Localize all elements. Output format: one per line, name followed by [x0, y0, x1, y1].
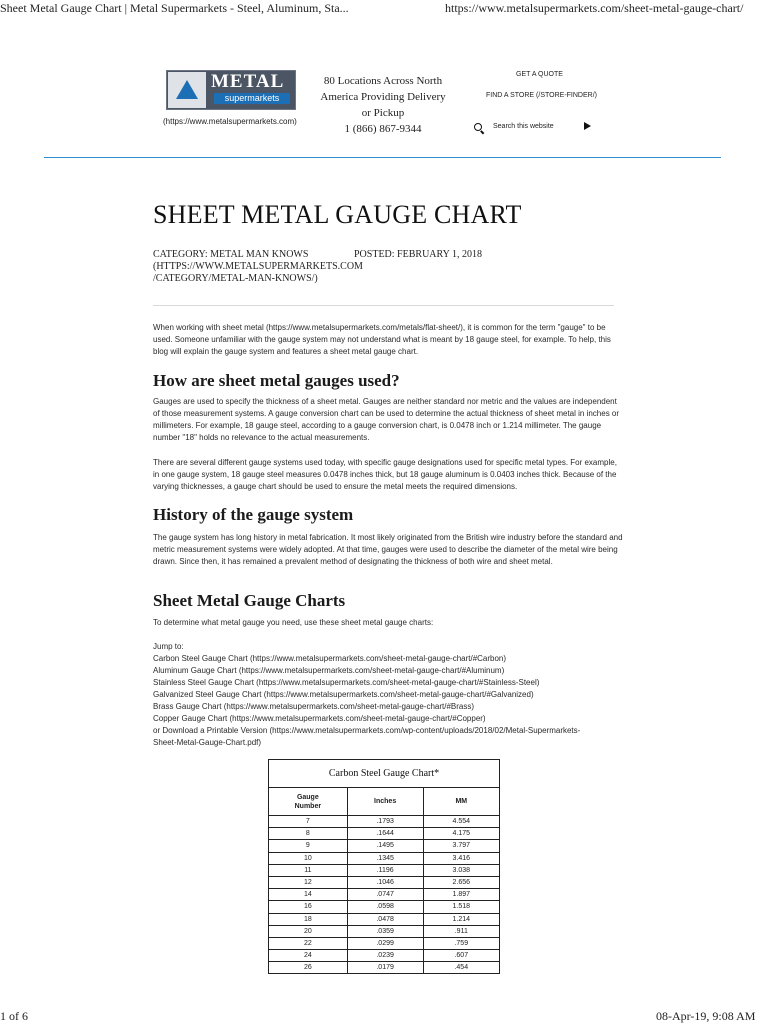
- site-logo[interactable]: [166, 70, 296, 110]
- jump-link-galvanized[interactable]: Galvanized Steel Gauge Chart (https://www.metalsupermarkets.com/sheet-metal-gauge-chart/#Galvanized): [153, 690, 534, 699]
- table-row: [269, 962, 499, 974]
- logo-wordmark: METAL: [211, 71, 285, 92]
- mm-cell: 3.416: [423, 852, 499, 864]
- table-caption: Carbon Steel Gauge Chart*: [269, 760, 499, 788]
- phone-number[interactable]: 1 (866) 867-9344: [344, 123, 422, 135]
- gauge-cell: 10: [269, 852, 347, 864]
- jump-link-copper[interactable]: Copper Gauge Chart (https://www.metalsupermarkets.com/sheet-metal-gauge-chart/#Copper): [153, 714, 486, 723]
- table-body: [269, 816, 499, 974]
- mm-cell: 3.038: [423, 864, 499, 876]
- jump-link-aluminum[interactable]: Aluminum Gauge Chart (https://www.metalsupermarkets.com/sheet-metal-gauge-chart/#Aluminum): [153, 666, 505, 675]
- mm-cell: 1.518: [423, 901, 499, 913]
- mm-cell: .759: [423, 937, 499, 949]
- logo-emblem: [168, 72, 206, 108]
- mm-cell: .607: [423, 950, 499, 962]
- gauge-cell: 24: [269, 950, 347, 962]
- gauge-cell: 12: [269, 876, 347, 888]
- gauge-cell: 8: [269, 828, 347, 840]
- posted-date: POSTED: FEBRUARY 1, 2018: [354, 249, 482, 260]
- logo-subtitle: supermarkets: [214, 93, 290, 104]
- heading-history: History of the gauge system: [153, 505, 354, 524]
- gauge-cell: 11: [269, 864, 347, 876]
- gauge-cell: 9: [269, 840, 347, 852]
- heading-gauge-charts: Sheet Metal Gauge Charts: [153, 591, 346, 610]
- intro-paragraph: When working with sheet metal (https://www.metalsupermarkets.com/metals/flat-sheet/), it is common for the term "gauge" to be used. Someone unfamiliar with the gauge system may not understand what is meant by 18 gauge steel, for example. To help, this blog will explain the gauge system and features a sheet metal gauge chart.: [153, 323, 611, 356]
- gauge-cell: 7: [269, 816, 347, 828]
- table-row: [269, 828, 499, 840]
- inches-cell: .0359: [347, 925, 423, 937]
- inches-cell: .1046: [347, 876, 423, 888]
- mm-cell: 3.797: [423, 840, 499, 852]
- search-input[interactable]: Search this website: [493, 123, 554, 130]
- history-paragraph: The gauge system has long history in metal fabrication. It most likely originated from the British wire industry before the standard and metric measurement systems were widely adopted. At that time, gauges were used to describe the diameter of the metal wire being drawn. Since then, it has remained a prevalent method of designating the thickness of both wire and sheet metal.: [153, 533, 623, 566]
- column-header-inches: Inches: [347, 788, 423, 816]
- logo-link-url[interactable]: (https://www.metalsupermarkets.com): [163, 117, 297, 126]
- table-row: [269, 925, 499, 937]
- print-page-title: Sheet Metal Gauge Chart | Metal Supermarkets - Steel, Aluminum, Sta...: [0, 1, 349, 15]
- download-pdf-link-cont[interactable]: Sheet-Metal-Gauge-Chart.pdf): [153, 738, 262, 747]
- table-row: [269, 889, 499, 901]
- find-store-link[interactable]: FIND A STORE (/STORE-FINDER/): [486, 92, 597, 99]
- jump-to-label: Jump to:: [153, 642, 184, 651]
- table-row: [269, 840, 499, 852]
- locations-line: 80 Locations Across North: [323, 75, 443, 87]
- jump-link-brass[interactable]: Brass Gauge Chart (https://www.metalsupermarkets.com/sheet-metal-gauge-chart/#Brass): [153, 702, 475, 711]
- download-pdf-link[interactable]: or Download a Printable Version (https://www.metalsupermarkets.com/wp-content/uploads/2018/02/Metal-Supermarkets-: [153, 726, 581, 735]
- page-title: SHEET METAL GAUGE CHART: [153, 200, 522, 229]
- meta-divider: [153, 305, 614, 306]
- mm-cell: .911: [423, 925, 499, 937]
- gauge-cell: 18: [269, 913, 347, 925]
- table-row: [269, 876, 499, 888]
- heading-gauges-used: How are sheet metal gauges used?: [153, 371, 400, 390]
- inches-cell: .1345: [347, 852, 423, 864]
- mm-cell: 4.175: [423, 828, 499, 840]
- mm-cell: 4.554: [423, 816, 499, 828]
- jump-link-carbon[interactable]: Carbon Steel Gauge Chart (https://www.metalsupermarkets.com/sheet-metal-gauge-chart/#Carbon): [153, 654, 507, 663]
- table-row: [269, 901, 499, 913]
- submit-arrow-icon[interactable]: [584, 122, 591, 130]
- triangle-logo-icon: [176, 80, 198, 99]
- mm-cell: 2.656: [423, 876, 499, 888]
- locations-line: America Providing Delivery: [320, 91, 446, 103]
- table-row: [269, 950, 499, 962]
- inches-cell: .0179: [347, 962, 423, 974]
- inches-cell: .0747: [347, 889, 423, 901]
- header-divider: [44, 157, 721, 158]
- table-row: [269, 864, 499, 876]
- inches-cell: .0239: [347, 950, 423, 962]
- inches-cell: .0478: [347, 913, 423, 925]
- gauge-systems-paragraph: There are several different gauge systems used today, with specific gauge designations used for specific metal types. For example, in one gauge system, 18 gauge steel measures 0.0478 inches thick, but 18 gauge aluminum is 0.0403 inches thick. Because of the varying thicknesses, a gauge chart should be used to ensure the metal meets the required dimensions.: [153, 458, 617, 491]
- print-datetime: 08-Apr-19, 9:08 AM: [656, 1009, 756, 1023]
- gauge-cell: 26: [269, 962, 347, 974]
- jump-to-list: [153, 641, 623, 749]
- table-row: [269, 852, 499, 864]
- locations-blurb: [318, 73, 448, 137]
- gauge-cell: 20: [269, 925, 347, 937]
- mm-cell: 1.897: [423, 889, 499, 901]
- column-header-gauge: Gauge Number: [269, 788, 347, 816]
- inches-cell: .0299: [347, 937, 423, 949]
- column-header-mm: MM: [423, 788, 499, 816]
- mm-cell: 1.214: [423, 913, 499, 925]
- search-icon[interactable]: [474, 123, 482, 131]
- inches-cell: .1495: [347, 840, 423, 852]
- gauge-cell: 14: [269, 889, 347, 901]
- inches-cell: .1644: [347, 828, 423, 840]
- gauge-cell: 16: [269, 901, 347, 913]
- print-page-number: 1 of 6: [0, 1009, 28, 1023]
- category-link[interactable]: CATEGORY: METAL MAN KNOWS (HTTPS://WWW.METALSUPERMARKETS.COM /CATEGORY/METAL-MAN-KNOWS/): [153, 249, 363, 284]
- gauge-cell: 22: [269, 937, 347, 949]
- inches-cell: .1793: [347, 816, 423, 828]
- mm-cell: .454: [423, 962, 499, 974]
- table-header-row: [269, 788, 499, 816]
- carbon-steel-gauge-table: [268, 759, 500, 974]
- table-row: [269, 937, 499, 949]
- table-row: [269, 816, 499, 828]
- gauges-used-paragraph: Gauges are used to specify the thickness of a sheet metal. Gauges are neither standard nor metric and the values are independent of those measurement systems. A gauge conversion chart can be used to determine the actual thickness of sheet metal in inches or millimeters. For example, 18 gauge steel, according to a gauge conversion chart, is 0.0478 inch or 1.214 millimeter. The gauge number "18" holds no relevance to the actual measurements.: [153, 397, 620, 442]
- table-row: [269, 913, 499, 925]
- charts-intro: To determine what metal gauge you need, use these sheet metal gauge charts:: [153, 618, 434, 627]
- jump-link-stainless[interactable]: Stainless Steel Gauge Chart (https://www.metalsupermarkets.com/sheet-metal-gauge-chart/#Stainless-Steel): [153, 678, 540, 687]
- locations-line: or Pickup: [361, 107, 405, 119]
- inches-cell: .1196: [347, 864, 423, 876]
- print-page-url: https://www.metalsupermarkets.com/sheet-metal-gauge-chart/: [445, 1, 744, 15]
- inches-cell: .0598: [347, 901, 423, 913]
- gauge-table-grid: [269, 788, 499, 973]
- get-quote-link[interactable]: GET A QUOTE: [516, 71, 563, 78]
